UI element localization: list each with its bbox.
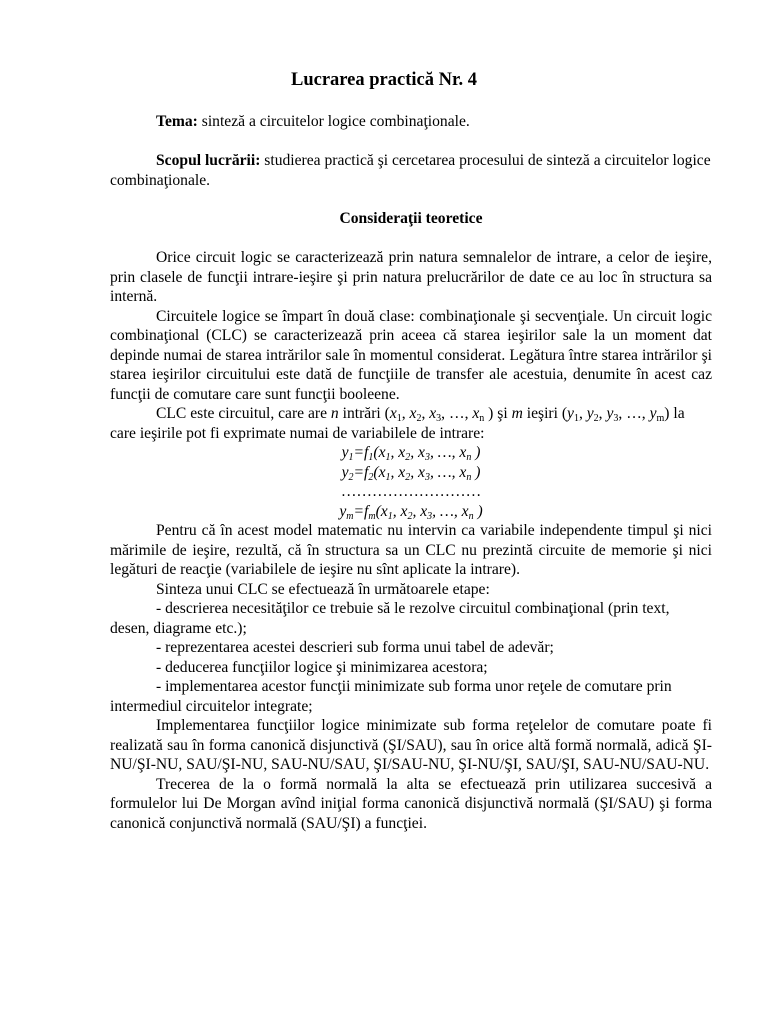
scopul-paragraph [110, 151, 712, 190]
paragraph-4: Pentru că în acest model matematic nu intervin ca variabile independente timpul şi nici mărimile de ieşire, rezultă, că în structura sa un CLC nu prezintă circuite de memorie şi nici legături de reacţie (variabilele de ieşire nu sînt aplicate la intrare). [110, 522, 712, 578]
etapa-3: - deducerea funcţiilor logice şi minimizarea acestora; [156, 658, 488, 676]
paragraph-5: Implementarea funcţiilor logice minimizate sub forma reţelelor de comutare poate fi realizată sau în forma canonică disjunctivă (ŞI/SAU), sau în orice altă formă normală, adică ŞI-NU/ŞI-NU, SAU/ŞI-NU, SAU-NU/SAU, ŞI/SAU-NU, ŞI-NU/ŞI, SAU/ŞI, SAU-NU/SAU-NU. [110, 717, 712, 773]
page-title: Lucrarea practică Nr. 4 [291, 70, 477, 90]
paragraph-6: Trecerea de la o formă normală la alta se efectuează prin utilizarea succesivă a formulelor lui De Morgan avînd iniţial forma canonică disjunctivă normală (ŞI/SAU) şi forma canonică conjunctivă normală (SAU/ŞI) a funcţiei. [110, 775, 712, 832]
scopul-label: Scopul lucrării: [156, 152, 261, 169]
body-text [110, 248, 712, 833]
etapa-2: - reprezentarea acestei descrieri sub forma unui tabel de adevăr; [156, 639, 554, 656]
paragraph-3: CLC este circuitul, care are n intrări ($x_1$, $x_2$, $x_3$, …, $x_n$ ) şi m ieşiri ($y_1$, $y_2$, $y_3$, …, $y_m$) la care ieşirile pot fi exprimate numai de variabilele de intrare: [110, 405, 685, 442]
etapa-1: - descrierea necesităţilor ce trebuie să le rezolve circuitul combinaţional (prin text, desen, diagrame etc.); [110, 600, 670, 637]
section-heading-block [110, 209, 712, 229]
etapa-4: - implementarea acestor funcţii minimizate sub forma unor reţele de comutare prin intermediul circuitelor integrate; [110, 678, 672, 715]
tema-paragraph [110, 112, 712, 132]
tema-text: sinteză a circuitelor logice combinaţionale. [197, 113, 470, 130]
section-heading: Consideraţii teoretice [339, 210, 483, 227]
paragraph-2: Circuitele logice se împart în două clase: combinaţionale şi secvenţiale. Un circuit logic combinaţional (CLC) se caracterizează prin aceea că starea ieşirilor sale la un moment dat depinde numai de starea intrărilor sale în momentul considerat. Legătura între starea intrărilor şi starea ieşirilor circuitului este dată de funcţiile de transfer ale acestuia, denumite în acest caz funcţii de comutare care sunt funcţii booleene. [110, 307, 712, 403]
equation-dots: ……………………… [340, 483, 482, 500]
scopul-text: studierea practică şi cercetarea procesului de sinteză a circuitelor logice combinaţionale. [110, 152, 711, 189]
paragraph-1: Orice circuit logic se caracterizează prin natura semnalelor de intrare, a celor de ieşire, prin clasele de funcţii intrare-ieşire şi prin natura prelucrărilor de date ce au loc în structura sa internă. [110, 249, 712, 305]
equation-1: $y_1=f_1(x_1$, $x_2$, $x_3$, …, $x_n$ ) [341, 444, 481, 463]
equation-m: $y_m=f_m(x_1$, $x_2$, $x_3$, …, $x_n$ ) [339, 502, 483, 522]
equation-2: $y_2=f_2(x_1$, $x_2$, $x_3$, …, $x_n$ ) [341, 463, 481, 483]
tema-label: Tema: [156, 113, 198, 130]
etape-intro: Sinteza unui CLC se efectuează în următoarele etape: [156, 580, 490, 598]
